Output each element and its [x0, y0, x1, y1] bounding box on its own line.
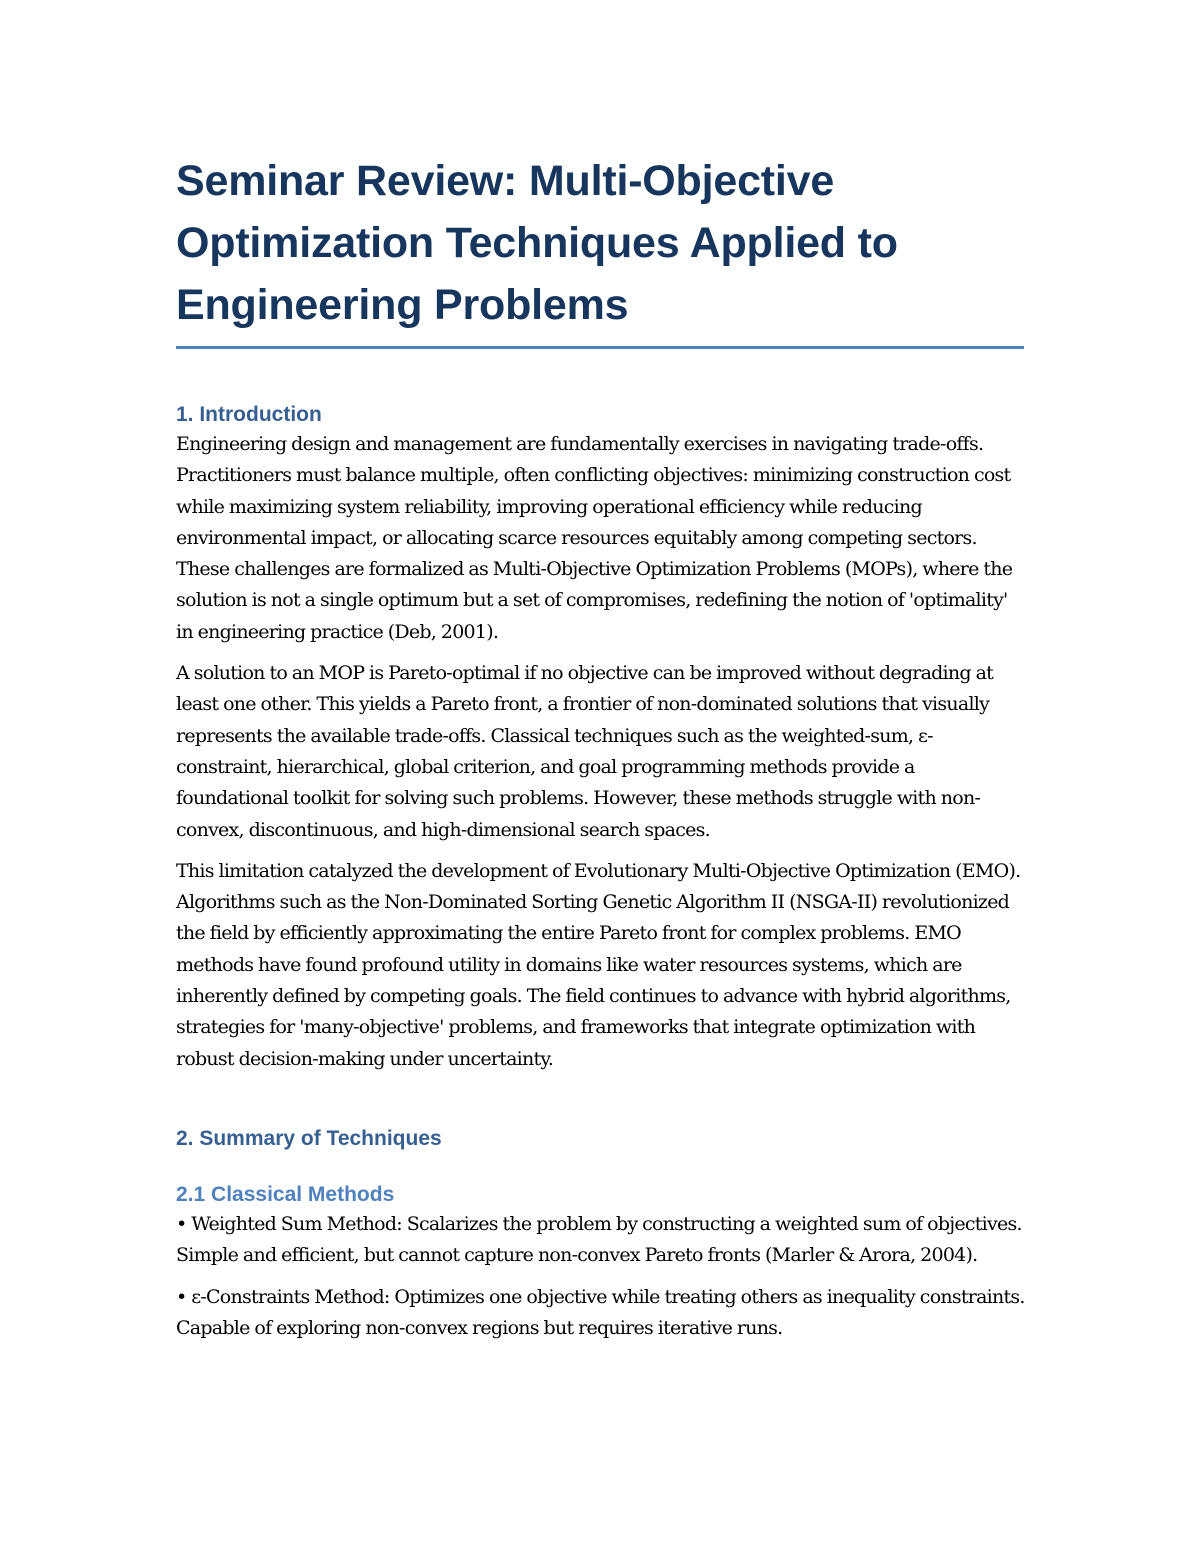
intro-paragraph-3: This limitation catalyzed the development of Evolutionary Multi-Objective Optimization (EMO). Algorithms such as the Non-Dominated Sorting Genetic Algorithm II (NSGA-II) revolutionized the field by efficiently approximating the entire Pareto front for complex problems. EMO methods have found profound utility in domains like water resources systems, which are inherently defined by competing goals. The field continues to advance with hybrid algorithms, strategies for 'many-objective' problems, and frameworks that integrate optimization with robust decision-making under uncertainty. [176, 859, 1021, 1070]
document-page [176, 150, 1026, 1344]
intro-paragraph-1: Engineering design and management are fundamentally exercises in navigating trade-offs. Practitioners must balance multiple, often conflicting objectives: minimizing construction cost while maximizing system reliability, improving operational efficiency while reducing environmental impact, or allocating scarce resources equitably among competing sectors. These challenges are formalized as Multi-Objective Optimization Problems (MOPs), where the solution is not a single optimum but a set of compromises, redefining the notion of 'optimality' in engineering practice (Deb, 2001). [176, 433, 1013, 643]
document-title: Seminar Review: Multi-Objective Optimization Techniques Applied to Engineering Problems [176, 157, 898, 329]
classical-methods-heading: 2.1 Classical Methods [176, 1182, 395, 1206]
introduction-heading: 1. Introduction [176, 403, 322, 426]
title-divider [176, 346, 1024, 349]
summary-heading: 2. Summary of Techniques [176, 1126, 442, 1150]
list-item-weighted-sum: • Weighted Sum Method: Scalarizes the problem by constructing a weighted sum of objectives. Simple and efficient, but cannot capture non-convex Pareto fronts (Marler & Arora, 2004). [176, 1212, 1022, 1267]
intro-paragraph-2: A solution to an MOP is Pareto-optimal if no objective can be improved without degrading at least one other. This yields a Pareto front, a frontier of non-dominated solutions that visually represents the available trade-offs. Classical techniques such as the weighted-sum, ε-constraint, hierarchical, global criterion, and goal programming methods provide a foundational toolkit for solving such problems. However, these methods struggle with non-convex, discontinuous, and high-dimensional search spaces. [176, 662, 994, 841]
list-item-epsilon-constraints: • ε-Constraints Method: Optimizes one objective while treating others as inequality constraints. Capable of exploring non-convex regions but requires iterative runs. [176, 1285, 1025, 1339]
